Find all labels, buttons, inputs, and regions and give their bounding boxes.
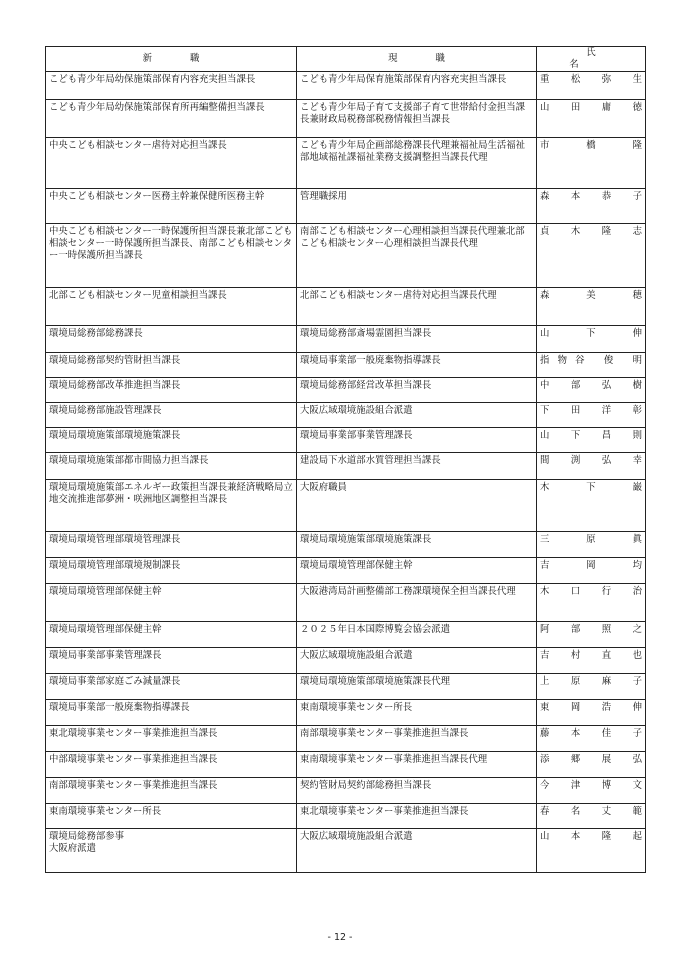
person-name: 中 部 弘 樹 (540, 380, 642, 391)
person-name: 藤 本 佳 子 (540, 728, 642, 739)
name-cell (537, 353, 646, 378)
person-name: 山 下 昌 則 (540, 430, 642, 441)
new-position-cell: 中央こども相談センター虐待対応担当課長 (46, 138, 297, 189)
table-row (46, 138, 646, 189)
new-position-cell: 北部こども相談センター児童相談担当課長 (46, 288, 297, 326)
table-row (46, 326, 646, 353)
new-position-cell: 環境局事業部家庭ごみ減量課長 (46, 674, 297, 700)
table-row (46, 288, 646, 326)
new-position-cell: 環境局環境施策部エネルギー政策担当課長兼経済戦略局立地交流推進部夢洲・咲洲地区調整担当課長 (46, 480, 297, 532)
name-cell (537, 674, 646, 700)
person-name: 山 田 庸 徳 (540, 102, 642, 113)
current-position-cell: 契約管財局契約部総務担当課長 (297, 778, 537, 804)
person-name: 今 津 博 文 (540, 780, 642, 791)
person-name: 間 渕 弘 幸 (540, 455, 642, 466)
person-name: 東 岡 浩 伸 (540, 702, 642, 713)
name-cell (537, 778, 646, 804)
name-cell (537, 648, 646, 674)
name-cell (537, 700, 646, 726)
new-position-cell: 中部環境事業センター事業推進担当課長 (46, 752, 297, 778)
new-position-cell: 環境局環境管理部環境管理課長 (46, 532, 297, 558)
current-position-cell: 環境局総務部経営改革担当課長 (297, 378, 537, 403)
new-position-cell: 環境局総務部改革推進担当課長 (46, 378, 297, 403)
current-position-cell: 大阪広域環境施設組合派遣 (297, 403, 537, 428)
current-position-cell: 北部こども相談センター虐待対応担当課長代理 (297, 288, 537, 326)
new-position-cell: 環境局環境施策部環境施策課長 (46, 428, 297, 453)
name-cell (537, 726, 646, 752)
table-row (46, 72, 646, 100)
new-position-cell: 東南環境事業センター所長 (46, 804, 297, 829)
new-position-cell: 環境局総務部総務課長 (46, 326, 297, 353)
table-row (46, 804, 646, 829)
table-row (46, 480, 646, 532)
person-name: 春 名 丈 範 (540, 806, 642, 817)
current-position-cell: 建設局下水道部水質管理担当課長 (297, 453, 537, 480)
name-cell (537, 72, 646, 100)
person-name: 森 本 恭 子 (540, 191, 642, 202)
current-position-cell: 環境局環境施策部環境施策課長代理 (297, 674, 537, 700)
person-name: 三 原 眞 (540, 534, 642, 545)
name-cell (537, 138, 646, 189)
new-position-cell: 環境局環境管理部保健主幹 (46, 622, 297, 648)
name-cell (537, 288, 646, 326)
new-position-cell: 南部環境事業センター事業推進担当課長 (46, 778, 297, 804)
new-position-cell: 環境局総務部参事 大阪府派遣 (46, 829, 297, 873)
person-name: 山 下 伸 (540, 328, 642, 339)
person-name: 阿 部 照 之 (540, 624, 642, 635)
person-name: 森 美 穂 (540, 290, 642, 301)
name-cell (537, 453, 646, 480)
new-position-cell: 東北環境事業センター事業推進担当課長 (46, 726, 297, 752)
person-name: 重 松 弥 生 (540, 74, 642, 85)
person-name: 上 原 麻 子 (540, 676, 642, 687)
table-row (46, 403, 646, 428)
current-position-cell: 大阪港湾局計画整備部工務課環境保全担当課長代理 (297, 584, 537, 622)
name-cell (537, 224, 646, 288)
new-position-cell: 環境局事業部事業管理課長 (46, 648, 297, 674)
header-current-position: 現職 (297, 47, 537, 72)
current-position-cell: 環境局総務部斎場霊園担当課長 (297, 326, 537, 353)
table-row (46, 752, 646, 778)
header-name: 氏名 (537, 47, 646, 72)
person-name: 吉 村 直 也 (540, 650, 642, 661)
name-cell (537, 378, 646, 403)
new-position-cell: 中央こども相談センター医務主幹兼保健所医務主幹 (46, 189, 297, 224)
table-row (46, 726, 646, 752)
table-row (46, 700, 646, 726)
table-row (46, 829, 646, 873)
current-position-cell: 環境局事業部事業管理課長 (297, 428, 537, 453)
current-position-cell: 環境局環境施策部環境施策課長 (297, 532, 537, 558)
name-cell (537, 532, 646, 558)
personnel-table (45, 46, 646, 873)
current-position-cell: 管理職採用 (297, 189, 537, 224)
current-position-cell: ２０２５年日本国際博覧会協会派遣 (297, 622, 537, 648)
page-number: - 12 - (327, 932, 353, 943)
new-position-cell: こども青少年局幼保施策部保育所再編整備担当課長 (46, 100, 297, 138)
table-row (46, 674, 646, 700)
table-row (46, 453, 646, 480)
table-row (46, 428, 646, 453)
current-position-cell: 南部環境事業センター事業推進担当課長 (297, 726, 537, 752)
table-row (46, 224, 646, 288)
current-position-cell: 東北環境事業センター事業推進担当課長 (297, 804, 537, 829)
current-position-cell: 環境局環境管理部保健主幹 (297, 558, 537, 584)
table-row (46, 532, 646, 558)
current-position-cell: 大阪府職員 (297, 480, 537, 532)
person-name: 木 下 巌 (540, 482, 642, 493)
current-position-cell: こども青少年局子育て支援部子育て世帯給付金担当課長兼財政局税務部税務情報担当課長 (297, 100, 537, 138)
name-cell (537, 189, 646, 224)
table-row (46, 100, 646, 138)
new-position-cell: 環境局環境管理部環境規制課長 (46, 558, 297, 584)
new-position-cell: 環境局環境施策部都市間協力担当課長 (46, 453, 297, 480)
name-cell (537, 622, 646, 648)
table-row (46, 378, 646, 403)
person-name: 市 橋 隆 (540, 140, 642, 151)
name-cell (537, 403, 646, 428)
person-name: 下 田 洋 彰 (540, 405, 642, 416)
table-header (46, 47, 646, 72)
table-row (46, 648, 646, 674)
name-cell (537, 326, 646, 353)
current-position-cell: 大阪広域環境施設組合派遣 (297, 648, 537, 674)
table-row (46, 584, 646, 622)
table-row (46, 558, 646, 584)
header-new-position: 新職 (46, 47, 297, 72)
current-position-cell: こども青少年局保育施策部保育内容充実担当課長 (297, 72, 537, 100)
current-position-cell: 南部こども相談センター心理相談担当課長代理兼北部こども相談センター心理相談担当課長代理 (297, 224, 537, 288)
current-position-cell: 環境局事業部一般廃棄物指導課長 (297, 353, 537, 378)
new-position-cell: 中央こども相談センター一時保護所担当課長兼北部こども相談センター一時保護所担当課長、南部こども相談センター一時保護所担当課長 (46, 224, 297, 288)
person-name: 山 本 隆 起 (540, 831, 642, 842)
table-row (46, 622, 646, 648)
new-position-cell: こども青少年局幼保施策部保育内容充実担当課長 (46, 72, 297, 100)
person-name: 吉 岡 均 (540, 560, 642, 571)
person-name: 貞 木 隆 志 (540, 226, 642, 237)
table-row (46, 778, 646, 804)
name-cell (537, 584, 646, 622)
current-position-cell: 大阪広域環境施設組合派遣 (297, 829, 537, 873)
new-position-cell: 環境局総務部契約管財担当課長 (46, 353, 297, 378)
new-position-cell: 環境局事業部一般廃棄物指導課長 (46, 700, 297, 726)
person-name: 添 郷 展 弘 (540, 754, 642, 765)
new-position-cell: 環境局環境管理部保健主幹 (46, 584, 297, 622)
name-cell (537, 480, 646, 532)
person-name: 指物谷 俊 明 (540, 355, 642, 366)
current-position-cell: 東南環境事業センター所長 (297, 700, 537, 726)
table-body (46, 72, 646, 873)
current-position-cell: こども青少年局企画部総務課長代理兼福祉局生活福祉部地域福祉課福祉業務支援調整担当課長代理 (297, 138, 537, 189)
person-name: 木 口 行 治 (540, 586, 642, 597)
name-cell (537, 752, 646, 778)
name-cell (537, 829, 646, 873)
name-cell (537, 558, 646, 584)
name-cell (537, 100, 646, 138)
name-cell (537, 428, 646, 453)
current-position-cell: 東南環境事業センター事業推進担当課長代理 (297, 752, 537, 778)
name-cell (537, 804, 646, 829)
table-row (46, 353, 646, 378)
table-row (46, 189, 646, 224)
new-position-cell: 環境局総務部施設管理課長 (46, 403, 297, 428)
